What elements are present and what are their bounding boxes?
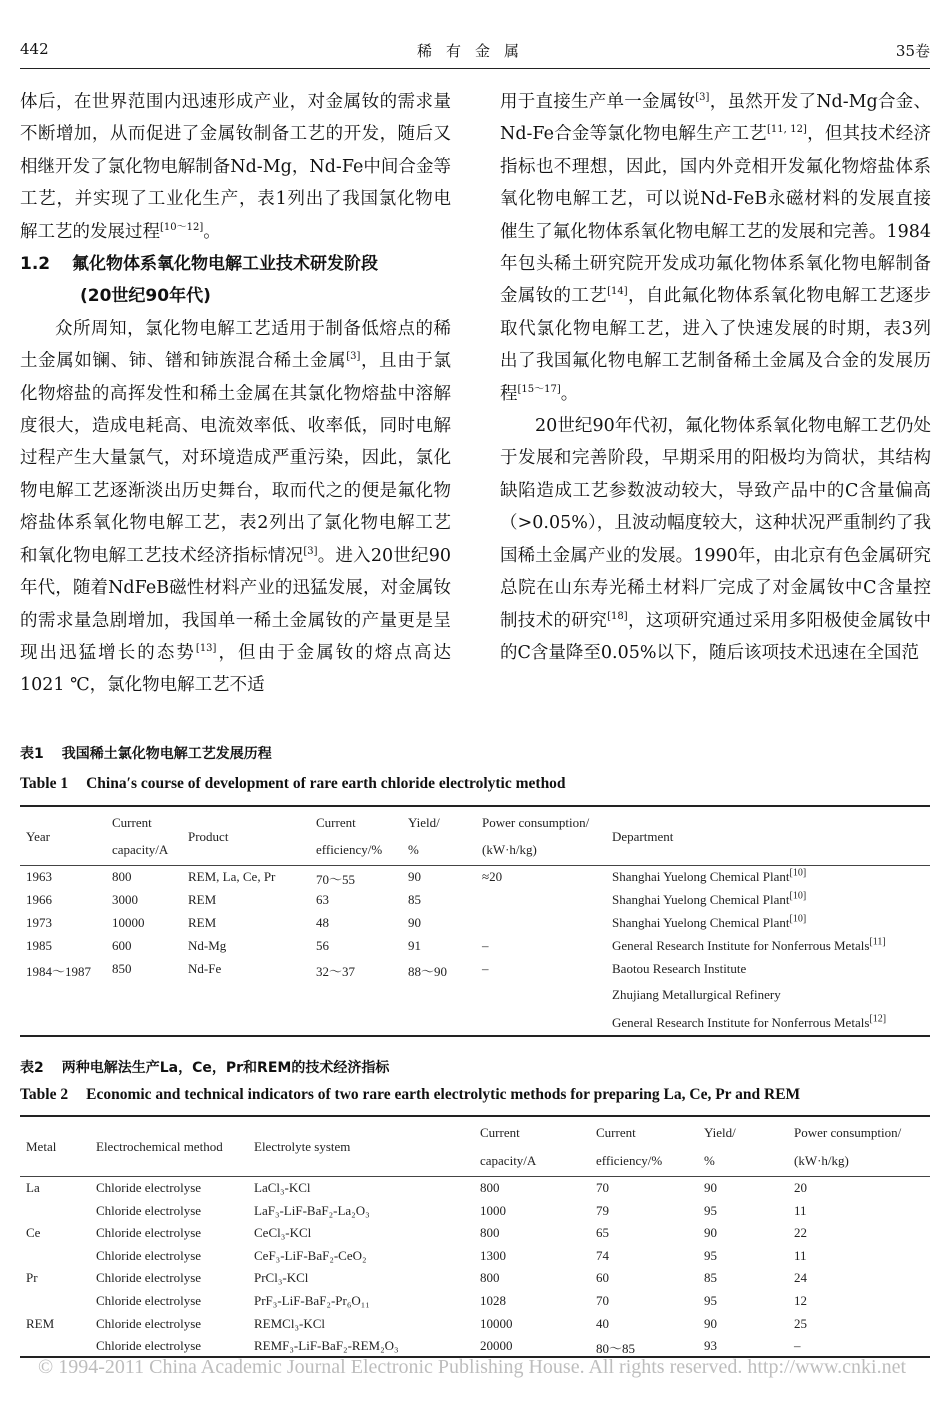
cell-department (612, 915, 806, 931)
table2-caption-en: Table 2 Economic and technical indicators of two rare earth electrolytic methods for preparing La, Ce, Pr and REM (20, 1086, 801, 1103)
cell-efficiency: 80～85 (596, 1341, 636, 1356)
col-header-yield: Yield/ (408, 815, 440, 830)
cell-efficiency: 60 (596, 1270, 609, 1285)
cell-capacity: 850 (112, 961, 132, 976)
cell-department (612, 892, 806, 908)
cell-product: Nd-Mg (188, 938, 227, 953)
col-header-efficiency: Current (596, 1125, 636, 1140)
cell-efficiency: 32～37 (316, 964, 356, 979)
citation: [10] (789, 890, 807, 902)
citation: [18] (607, 610, 628, 622)
cell-method: Chloride electrolyse (96, 1338, 202, 1353)
cell-metal: REM (26, 1316, 55, 1331)
col-header-year: Year (26, 829, 50, 844)
right-column (500, 86, 931, 669)
cell-method: Chloride electrolyse (96, 1225, 202, 1240)
cell-system: REMCl₃-KCl (254, 1316, 325, 1331)
cell-power: 12 (794, 1293, 807, 1308)
department-name: Shanghai Yuelong Chemical Plant (612, 892, 790, 907)
table-header-rule (20, 1176, 930, 1177)
col-header-power-unit: (kW·h/kg) (794, 1153, 849, 1168)
department-name: General Research Institute for Nonferrous Metals (612, 1015, 870, 1030)
cell-efficiency: 63 (316, 892, 329, 907)
table1 (20, 805, 930, 1037)
citation: [3] (303, 545, 318, 557)
section-heading-line2: (20世纪90年代) (80, 286, 211, 307)
cell-method: Chloride electrolyse (96, 1180, 202, 1195)
col-header-power: Power consumption/ (482, 815, 590, 830)
cell-department (612, 987, 781, 1003)
cell-year: 1985 (26, 938, 52, 953)
cell-capacity: 600 (112, 938, 132, 953)
volume-label: 35卷 (895, 42, 930, 60)
col-header-system: Electrolyte system (254, 1139, 351, 1154)
header-rule (20, 68, 930, 69)
running-header (20, 40, 930, 66)
cell-yield: 90 (408, 869, 421, 884)
cell-system: LaCl₃-KCl (254, 1180, 311, 1195)
cell-system: LaF₃-LiF-BaF₂-La₂O₃ (254, 1203, 370, 1218)
copyright-footer: © 1994-2011 China Academic Journal Electronic Publishing House. All rights reserved. http://www.cnki.net (38, 1356, 907, 1378)
col-header-power: Power consumption/ (794, 1125, 902, 1140)
cell-metal: La (26, 1180, 40, 1195)
department-name: Baotou Research Institute (612, 961, 747, 976)
cell-year: 1984～1987 (26, 964, 92, 979)
cell-power: ≈20 (482, 869, 503, 884)
cell-power: 22 (794, 1225, 807, 1240)
citation: [12] (869, 1013, 887, 1025)
cell-system: CeF₃-LiF-BaF₂-CeO₂ (254, 1248, 367, 1263)
cell-product: REM (188, 892, 217, 907)
col-header-capacity: Current (112, 815, 152, 830)
page-number: 442 (20, 40, 49, 58)
cell-yield: 88～90 (408, 964, 448, 979)
cell-metal: Ce (26, 1225, 41, 1240)
department-name: Shanghai Yuelong Chemical Plant (612, 915, 790, 930)
cell-year: 1966 (26, 892, 52, 907)
cell-power: 11 (794, 1203, 807, 1218)
citation: [10～12] (160, 221, 204, 233)
cell-yield: 91 (408, 938, 421, 953)
cell-power: 11 (794, 1248, 807, 1263)
paragraph: 用于直接生产单一金属钕[3]，虽然开发了Nd-Mg合金、Nd-Fe合金等氯化物电解生产工艺[11, 12]，但其技术经济指标也不理想，因此，国内外竞相开发氟化物熔盐体系氧化物电解工艺，可以说Nd-FeB永磁材料的发展直接催生了氟化物体系氧化物电解工艺的发展和完善。1984年包头稀土研究院开发成功氟化物体系氧化物电解制备金属钕的工艺[14]，自此氟化物体系氧化物电解工艺逐步取代氯化物电解工艺，进入了快速发展的时期，表3列出了我国氟化物电解工艺制备稀土金属及合金的发展历程[15～17]。 (500, 92, 932, 404)
cell-department (612, 938, 886, 954)
cell-capacity: 800 (480, 1180, 500, 1195)
table-header-rule (20, 865, 930, 866)
cell-power: – (482, 961, 489, 976)
cell-yield: 90 (408, 915, 421, 930)
cell-capacity: 800 (112, 869, 132, 884)
cell-department (612, 1015, 886, 1031)
citation: [13] (195, 643, 217, 655)
paragraph: 20世纪90年代初，氟化物体系氧化物电解工艺仍处于发展和完善阶段，早期采用的阳极均为筒状，其结构缺陷造成工艺参数波动较大，导致产品中的C含量偏高（>0.05%），且波动幅度较大，这种状况严重制约了我国稀土金属产业的发展。1990年，由北京有色金属研究总院在山东寿光稀土材料厂完成了对金属钕中C含量控制技术的研究[18]，这项研究通过采用多阳极使金属钕中的C含量降至0.05%以下，随后该项技术迅速在全国范 (500, 416, 932, 663)
table-top-rule (20, 1115, 930, 1117)
cell-efficiency: 70 (596, 1180, 609, 1195)
cell-system: REMF₃-LiF-BaF₂-REM₂O₃ (254, 1338, 399, 1353)
col-header-yield: Yield/ (704, 1125, 736, 1140)
cell-yield: 90 (704, 1316, 717, 1331)
cell-yield: 95 (704, 1248, 717, 1263)
section-number: 1.2 (20, 254, 51, 275)
cell-method: Chloride electrolyse (96, 1248, 202, 1263)
citation: [10] (789, 913, 807, 925)
cell-power: – (482, 938, 489, 953)
citation: [14] (607, 286, 628, 298)
col-header-yield-unit: % (704, 1153, 715, 1168)
col-header-metal: Metal (26, 1139, 57, 1154)
col-header-power-unit: (kW·h/kg) (482, 842, 537, 857)
cell-method: Chloride electrolyse (96, 1293, 202, 1308)
cell-yield: 90 (704, 1180, 717, 1195)
col-header-efficiency-unit: efficiency/% (596, 1153, 663, 1168)
cell-capacity: 1028 (480, 1293, 506, 1308)
col-header-efficiency: Current (316, 815, 356, 830)
col-header-efficiency-unit: efficiency/% (316, 842, 383, 857)
cell-yield: 93 (704, 1338, 717, 1353)
citation: [3] (695, 92, 710, 104)
cell-year: 1973 (26, 915, 52, 930)
paragraph: 众所周知，氯化物电解工艺适用于制备低熔点的稀土金属如镧、铈、镨和铈族混合稀土金属[3]，且由于氯化物熔盐的高挥发性和稀土金属在其氯化物熔盐中溶解度很大，造成电耗高、电流效率低、收率低，同时电解过程产生大量氯气，对环境造成严重污染，因此，氯化物电解工艺逐渐淡出历史舞台，取而代之的便是氟化物熔盐体系氧化物电解工艺，表2列出了氯化物电解工艺和氧化物电解工艺技术经济指标情况[3]。进入20世纪90年代，随着NdFeB磁性材料产业的迅猛发展，对金属钕的需求量急剧增加，我国单一稀土金属钕的产量更是呈现出迅猛增长的态势[13]，但由于金属钕的熔点高达1021 ℃，氯化物电解工艺不适 (20, 318, 452, 696)
cell-yield: 85 (408, 892, 421, 907)
cell-capacity: 1300 (480, 1248, 506, 1263)
cell-product: REM (188, 915, 217, 930)
cell-efficiency: 70 (596, 1293, 609, 1308)
department-name: Zhujiang Metallurgical Refinery (612, 987, 781, 1002)
department-name: General Research Institute for Nonferrous Metals (612, 938, 870, 953)
cell-capacity: 1000 (480, 1203, 506, 1218)
cell-method: Chloride electrolyse (96, 1203, 202, 1218)
citation: [3] (346, 351, 361, 363)
cell-metal: Pr (26, 1270, 38, 1285)
cell-yield: 90 (704, 1225, 717, 1240)
cell-year: 1963 (26, 869, 52, 884)
table2 (20, 1115, 930, 1359)
cell-capacity: 800 (480, 1270, 500, 1285)
col-header-product: Product (188, 829, 229, 844)
col-header-method: Electrochemical method (96, 1139, 223, 1154)
cell-system: PrF₃-LiF-BaF₂-Pr₆O₁₁ (254, 1293, 370, 1308)
cell-system: PrCl₃-KCl (254, 1270, 309, 1285)
cell-efficiency: 74 (596, 1248, 609, 1263)
left-column (20, 86, 451, 702)
citation: [10] (789, 867, 807, 879)
cell-yield: 85 (704, 1270, 717, 1285)
cell-system: CeCl₃-KCl (254, 1225, 312, 1240)
journal-title: 稀有金属 (416, 42, 533, 60)
table1-caption-cn: 表1 我国稀土氯化物电解工艺发展历程 (20, 746, 272, 762)
cell-department (612, 869, 806, 885)
section-heading (20, 248, 451, 280)
table-top-rule (20, 805, 930, 807)
cell-capacity: 800 (480, 1225, 500, 1240)
cell-efficiency: 48 (316, 915, 329, 930)
table-bottom-rule (20, 1035, 930, 1037)
cell-capacity: 10000 (112, 915, 145, 930)
table2-caption-cn: 表2 两种电解法生产La，Ce，Pr和REM的技术经济指标 (20, 1060, 390, 1076)
col-header-capacity-unit: capacity/A (112, 842, 169, 857)
section-title: 氟化物体系氧化物电解工业技术研发阶段 (72, 254, 378, 275)
cell-yield: 95 (704, 1203, 717, 1218)
paragraph: 体后，在世界范围内迅速形成产业，对金属钕的需求量不断增加，从而促进了金属钕制备工艺的开发，随后又相继开发了氯化物电解制备Nd-Mg，Nd-Fe中间合金等工艺，并实现了工业化生产，表1列出了我国氯化物电解工艺的发展过程[10～12]。 (20, 92, 451, 242)
cell-product: Nd-Fe (188, 961, 222, 976)
cell-method: Chloride electrolyse (96, 1270, 202, 1285)
citation: [11, 12] (767, 124, 807, 136)
cell-efficiency: 65 (596, 1225, 609, 1240)
cell-capacity: 3000 (112, 892, 138, 907)
cell-yield: 95 (704, 1293, 717, 1308)
cell-power: 25 (794, 1316, 807, 1331)
cell-power: 20 (794, 1180, 807, 1195)
cell-product: REM, La, Ce, Pr (188, 869, 276, 884)
cell-capacity: 10000 (480, 1316, 513, 1331)
department-name: Shanghai Yuelong Chemical Plant (612, 869, 790, 884)
col-header-department: Department (612, 829, 674, 844)
col-header-capacity: Current (480, 1125, 520, 1140)
table1-caption-en: Table 1 China′s course of development of rare earth chloride electrolytic method (20, 775, 566, 792)
cell-method: Chloride electrolyse (96, 1316, 202, 1331)
col-header-yield-unit: % (408, 842, 419, 857)
cell-efficiency: 70～55 (316, 872, 356, 887)
cell-department (612, 961, 746, 977)
citation: [15～17] (517, 383, 561, 395)
cell-efficiency: 40 (596, 1316, 609, 1331)
citation: [11] (869, 936, 886, 948)
cell-efficiency: 56 (316, 938, 329, 953)
cell-capacity: 20000 (480, 1338, 513, 1353)
col-header-capacity-unit: capacity/A (480, 1153, 537, 1168)
cell-power: – (794, 1338, 801, 1353)
cell-efficiency: 79 (596, 1203, 609, 1218)
cell-power: 24 (794, 1270, 807, 1285)
